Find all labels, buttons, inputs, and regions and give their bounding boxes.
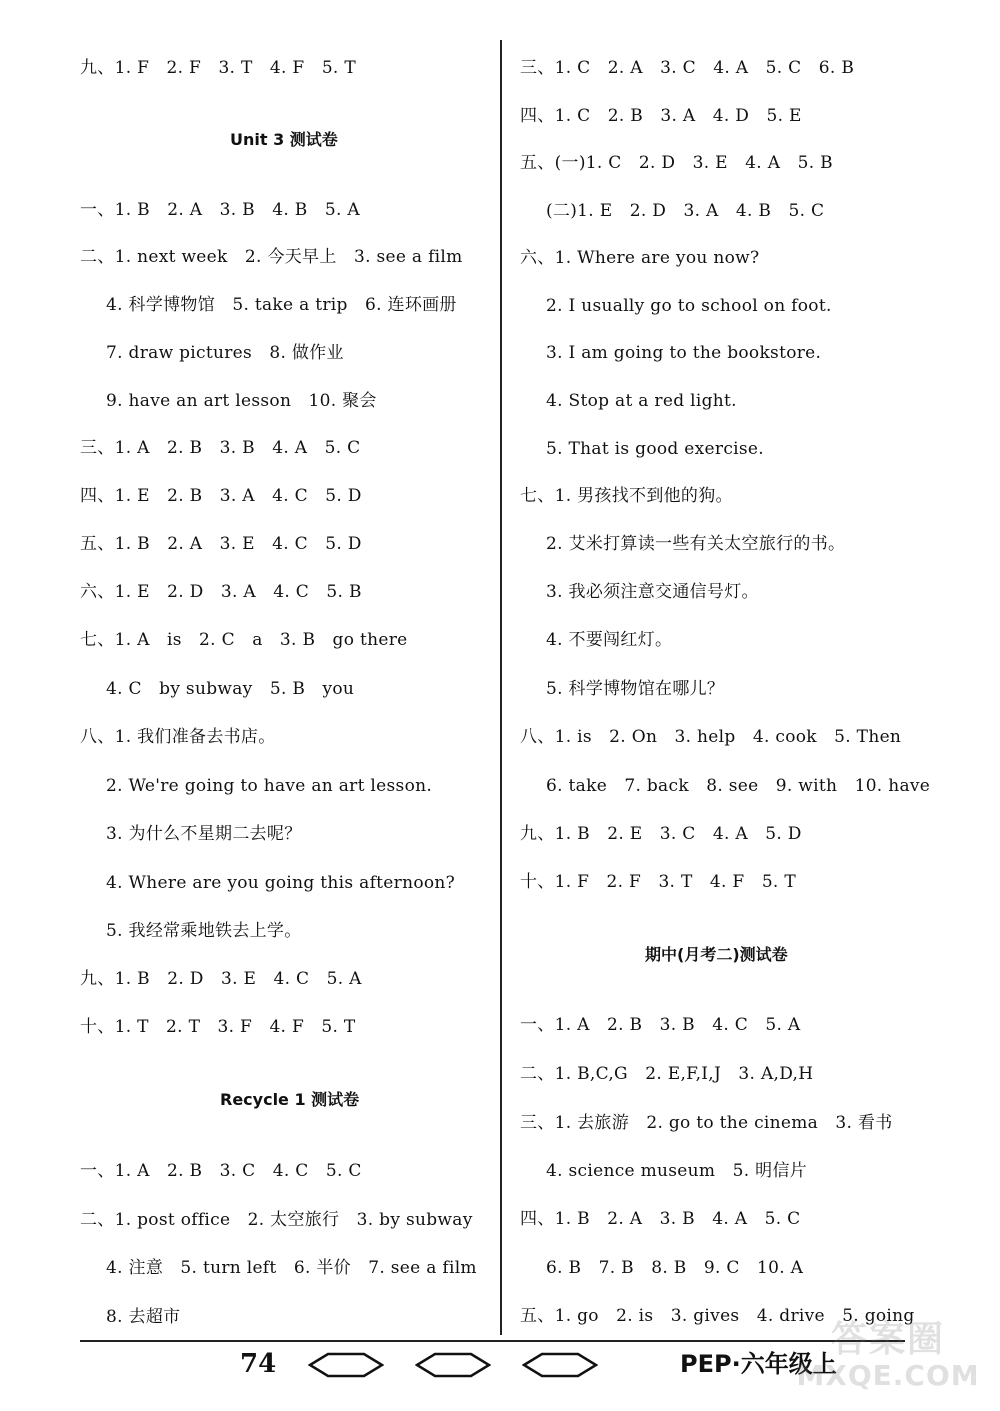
answer-line: 6. take 7. back 8. see 9. with 10. have bbox=[546, 776, 931, 796]
watermark-logo bbox=[788, 1309, 988, 1401]
answer-line: 六、1. E 2. D 3. A 4. C 5. B bbox=[80, 582, 362, 602]
answer-line: 三、1. A 2. B 3. B 4. A 5. C bbox=[80, 438, 361, 458]
section-heading-recycle1: Recycle 1 测试卷 bbox=[220, 1090, 360, 1109]
answer-line: 8. 去超市 bbox=[106, 1307, 181, 1327]
answer-line: 2. I usually go to school on foot. bbox=[546, 296, 832, 316]
answer-line: 5. 科学博物馆在哪儿？ bbox=[546, 679, 725, 699]
answer-line: 4. science museum 5. 明信片 bbox=[546, 1161, 808, 1181]
answer-line: 2. 艾米打算读一些有关太空旅行的书。 bbox=[546, 534, 846, 554]
answer-line: 3. 为什么不星期二去呢？ bbox=[106, 824, 302, 844]
answer-line: 5. That is good exercise. bbox=[546, 439, 764, 459]
answer-line: 一、1. B 2. A 3. B 4. B 5. A bbox=[80, 200, 360, 220]
footer-rule bbox=[80, 1340, 905, 1342]
answer-line: 七、1. 男孩找不到他的狗。 bbox=[520, 486, 733, 506]
answer-line: 4. 不要闯红灯。 bbox=[546, 630, 673, 650]
column-divider bbox=[500, 40, 502, 1335]
diamond-ornament-icon bbox=[308, 1352, 384, 1378]
page-number: 74 bbox=[240, 1349, 277, 1379]
answer-line: 五、1. go 2. is 3. gives 4. drive 5. going bbox=[520, 1306, 915, 1326]
answer-line: 2. We're going to have an art lesson. bbox=[106, 776, 433, 796]
answer-line: 六、1. Where are you now? bbox=[520, 248, 760, 268]
answer-line: 4. Where are you going this afternoon? bbox=[106, 873, 456, 893]
answer-line: 二、1. next week 2. 今天早上 3. see a film bbox=[80, 247, 463, 267]
answer-line: 二、1. post office 2. 太空旅行 3. by subway bbox=[80, 1210, 473, 1230]
answer-line: (二)1. E 2. D 3. A 4. B 5. C bbox=[546, 201, 825, 221]
answer-line: 九、1. B 2. D 3. E 4. C 5. A bbox=[80, 969, 362, 989]
answer-line: 4. C by subway 5. B you bbox=[106, 679, 355, 699]
answer-line: 6. B 7. B 8. B 9. C 10. A bbox=[546, 1258, 804, 1278]
answer-line: 二、1. B,C,G 2. E,F,I,J 3. A,D,H bbox=[520, 1064, 814, 1084]
answer-line: 四、1. B 2. A 3. B 4. A 5. C bbox=[520, 1209, 801, 1229]
answer-line: 4. 科学博物馆 5. take a trip 6. 连环画册 bbox=[106, 295, 457, 315]
answer-line: 五、1. B 2. A 3. E 4. C 5. D bbox=[80, 534, 362, 554]
diamond-ornament-icon bbox=[415, 1352, 491, 1378]
answer-line: 九、1. B 2. E 3. C 4. A 5. D bbox=[520, 824, 802, 844]
answer-line: 一、1. A 2. B 3. B 4. C 5. A bbox=[520, 1015, 801, 1035]
watermark-url: MXQE.COM bbox=[796, 1359, 980, 1392]
section-heading-unit3: Unit 3 测试卷 bbox=[230, 130, 338, 149]
watermark-cn: 答案圈 bbox=[830, 1319, 945, 1360]
answer-line: 八、1. 我们准备去书店。 bbox=[80, 727, 276, 747]
diamond-ornament-icon bbox=[522, 1352, 598, 1378]
answer-line: 7. draw pictures 8. 做作业 bbox=[106, 343, 344, 363]
answer-line: 七、1. A is 2. C a 3. B go there bbox=[80, 630, 408, 650]
footer-book-label: PEP·六年级上 bbox=[680, 1350, 837, 1378]
answer-line: 十、1. F 2. F 3. T 4. F 5. T bbox=[520, 872, 796, 892]
answer-line: 四、1. E 2. B 3. A 4. C 5. D bbox=[80, 486, 362, 506]
answer-line: 4. 注意 5. turn left 6. 半价 7. see a film bbox=[106, 1258, 477, 1278]
answer-line: 4. Stop at a red light. bbox=[546, 391, 737, 411]
answer-line: 三、1. C 2. A 3. C 4. A 5. C 6. B bbox=[520, 58, 855, 78]
answer-line: 一、1. A 2. B 3. C 4. C 5. C bbox=[80, 1161, 362, 1181]
answer-line: 三、1. 去旅游 2. go to the cinema 3. 看书 bbox=[520, 1113, 893, 1133]
section-heading-midterm: 期中(月考二)测试卷 bbox=[645, 945, 788, 964]
answer-line: 3. I am going to the bookstore. bbox=[546, 343, 822, 363]
answer-line: 3. 我必须注意交通信号灯。 bbox=[546, 582, 759, 602]
answer-line: 5. 我经常乘地铁去上学。 bbox=[106, 921, 302, 941]
answer-line: 十、1. T 2. T 3. F 4. F 5. T bbox=[80, 1017, 356, 1037]
answer-line: 五、(一)1. C 2. D 3. E 4. A 5. B bbox=[520, 153, 833, 173]
answer-line: 四、1. C 2. B 3. A 4. D 5. E bbox=[520, 106, 802, 126]
answer-line: 八、1. is 2. On 3. help 4. cook 5. Then bbox=[520, 727, 902, 747]
answer-line: 9. have an art lesson 10. 聚会 bbox=[106, 391, 377, 411]
answer-line: 九、1. F 2. F 3. T 4. F 5. T bbox=[80, 58, 356, 78]
